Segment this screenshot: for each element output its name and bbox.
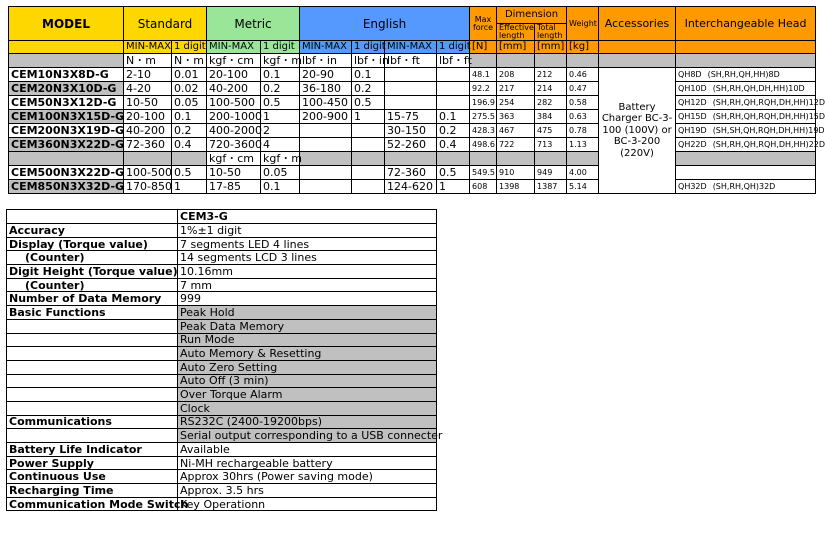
- unit-metric-digit: kgf・m: [261, 54, 300, 68]
- feature-label: Communications: [7, 415, 178, 429]
- feature-value: Auto Memory & Resetting: [178, 347, 437, 361]
- spacer-cell: [352, 152, 385, 166]
- cell-max-force: 608: [470, 180, 497, 194]
- list-item: [7, 470, 437, 484]
- header-model: MODEL: [9, 7, 124, 41]
- cell-total-len: 475: [535, 124, 567, 138]
- feature-label: [7, 319, 178, 333]
- table-row: [9, 138, 816, 152]
- cell-std-digit: 0.02: [172, 82, 207, 96]
- cell-eng-digit2: 0.5: [437, 166, 470, 180]
- list-item: [7, 292, 437, 306]
- list-item: [7, 360, 437, 374]
- cell-std-range: 72-360: [124, 138, 172, 152]
- spacer-cell: [9, 152, 124, 166]
- feature-label: Accuracy: [7, 224, 178, 238]
- cell-std-range: 10-50: [124, 96, 172, 110]
- feature-label: [7, 374, 178, 388]
- feature-label: [7, 429, 178, 443]
- cell-metric-range: 20-100: [207, 68, 261, 82]
- feature-value: 10.16mm: [178, 265, 437, 279]
- interchangeable-head-cell: QH10D (SH,RH,QH,DH,HH)10D: [676, 82, 816, 96]
- cell-metric-digit: 4: [261, 138, 300, 152]
- model-cell: CEM20N3X10D-G: [9, 82, 124, 96]
- cell-metric-range: 100-500: [207, 96, 261, 110]
- feature-value: Approx 30hrs (Power saving mode): [178, 470, 437, 484]
- head-code: QH12D: [678, 97, 707, 107]
- table-row: [9, 166, 816, 180]
- cell-total-len: 384: [535, 110, 567, 124]
- cell-eff-len: 217: [497, 82, 535, 96]
- cell-max-force: 275.5: [470, 110, 497, 124]
- sub-1-digit: 1 digit: [261, 41, 300, 54]
- header-weight: Weight: [567, 7, 599, 41]
- feature-label: [7, 401, 178, 415]
- unit-eng-digit2: lbf・ft: [437, 54, 470, 68]
- feature-value: 7 mm: [178, 278, 437, 292]
- feature-label: Power Supply: [7, 456, 178, 470]
- model-cell: CEM360N3X22D-G: [9, 138, 124, 152]
- cell-std-range: 4-20: [124, 82, 172, 96]
- cell-metric-range: 400-2000: [207, 124, 261, 138]
- feature-label: [7, 388, 178, 402]
- header-total-length: Total length: [535, 24, 567, 41]
- cell-max-force: 92.2: [470, 82, 497, 96]
- cell-metric-range: 200-1000: [207, 110, 261, 124]
- list-item: [7, 388, 437, 402]
- cell-metric-range: 10-50: [207, 166, 261, 180]
- unit-eng-range1: lbf・in: [300, 54, 352, 68]
- cell-std-range: 20-100: [124, 110, 172, 124]
- spacer-cell: [300, 152, 352, 166]
- cell-metric-digit: 0.1: [261, 68, 300, 82]
- list-item: [7, 237, 437, 251]
- cell-metric-range: 720-3600: [207, 138, 261, 152]
- cell-weight: 5.14: [567, 180, 599, 194]
- feature-value: RS232C (2400-19200bps): [178, 415, 437, 429]
- feature-value: Auto Off (3 min): [178, 374, 437, 388]
- model-cell: CEM10N3X8D-G: [9, 68, 124, 82]
- list-item: [7, 497, 437, 511]
- cell-total-len: 212: [535, 68, 567, 82]
- cell-eff-len: 363: [497, 110, 535, 124]
- sub-min-max: MIN-MAX: [207, 41, 261, 54]
- cell-weight: 1.13: [567, 138, 599, 152]
- cell-total-len: 1387: [535, 180, 567, 194]
- sub-weight-unit: [kg]: [567, 41, 599, 54]
- feature-label: (Counter): [7, 278, 178, 292]
- spacer-cell: [535, 152, 567, 166]
- list-item: [7, 278, 437, 292]
- cell-total-len: 214: [535, 82, 567, 96]
- cell-eng-range2: 30-150: [385, 124, 437, 138]
- header-metric: Metric: [207, 7, 300, 41]
- list-item: [7, 251, 437, 265]
- cell-max-force: 428.3: [470, 124, 497, 138]
- head-code: QH15D: [678, 111, 707, 121]
- sub-min-max: MIN-MAX: [300, 41, 352, 54]
- interchangeable-head-cell: QH8D (SH,RH,QH,HH)8D: [676, 68, 816, 82]
- interchangeable-head-cell: QH32D (SH,RH,QH)32D: [676, 180, 816, 194]
- feature-value: Approx. 3.5 hrs: [178, 484, 437, 498]
- header-dimension: Dimension: [497, 7, 567, 24]
- cell-eng-range2: [385, 96, 437, 110]
- feature-label: Number of Data Memory: [7, 292, 178, 306]
- cell-eng-range2: 124-620: [385, 180, 437, 194]
- list-item: [7, 484, 437, 498]
- cell-eng-digit2: [437, 96, 470, 110]
- spacer-cell: [385, 152, 437, 166]
- head-code: QH8D: [678, 69, 702, 79]
- spacer-cell: [124, 152, 172, 166]
- feature-value: Peak Data Memory: [178, 319, 437, 333]
- list-item: [7, 265, 437, 279]
- unit-eng-digit1: lbf・in: [352, 54, 385, 68]
- feature-value: Ni-MH rechargeable battery: [178, 456, 437, 470]
- cell-eng-range1: 200-900: [300, 110, 352, 124]
- header-max-force: Max force: [470, 7, 497, 41]
- table-row: [9, 124, 816, 138]
- cell-eng-range1: [300, 180, 352, 194]
- cell-eff-len: 467: [497, 124, 535, 138]
- list-item: [7, 443, 437, 457]
- cell-eng-range1: 36-180: [300, 82, 352, 96]
- table-row: [9, 110, 816, 124]
- spacer-cell: [497, 152, 535, 166]
- cell-std-range: 40-200: [124, 124, 172, 138]
- spacer-cell: [567, 152, 599, 166]
- cell-eng-range2: 72-360: [385, 166, 437, 180]
- cell-std-digit: 0.05: [172, 96, 207, 110]
- header-effective-length: Effective length: [497, 24, 535, 41]
- cell-eng-digit1: 0.5: [352, 96, 385, 110]
- cell-std-digit: 0.4: [172, 138, 207, 152]
- head-code: QH32D: [678, 181, 707, 191]
- table-row: [9, 82, 816, 96]
- model-cell: CEM50N3X12D-G: [9, 96, 124, 110]
- feature-label: [7, 333, 178, 347]
- cell-metric-digit: 0.5: [261, 96, 300, 110]
- feature-value: Available: [178, 443, 437, 457]
- cell-max-force: 196.9: [470, 96, 497, 110]
- spacer-cell: [676, 152, 816, 166]
- list-item: [7, 456, 437, 470]
- feature-value: Key Operationn: [178, 497, 437, 511]
- cell-weight: 0.46: [567, 68, 599, 82]
- feature-value: 14 segments LCD 3 lines: [178, 251, 437, 265]
- head-code: QH10D: [678, 83, 707, 93]
- metric-unit-row: [9, 152, 816, 166]
- cell-metric-digit: 0.1: [261, 180, 300, 194]
- list-item: [7, 374, 437, 388]
- list-item: [7, 429, 437, 443]
- spacer-cell: [172, 152, 207, 166]
- cell-weight: 0.47: [567, 82, 599, 96]
- cell-eng-digit1: [352, 166, 385, 180]
- cell-eng-range1: [300, 124, 352, 138]
- cell-eng-range2: [385, 68, 437, 82]
- cell-metric-digit: 0.2: [261, 82, 300, 96]
- model-cell: CEM100N3X15D-G: [9, 110, 124, 124]
- sub-1-digit: 1 digit: [437, 41, 470, 54]
- feature-label: Communication Mode Switch: [7, 497, 178, 511]
- interchangeable-head-cell: QH12D (SH,RH,QH,RQH,DH,HH)12D: [676, 96, 816, 110]
- cell-eng-digit2: 0.4: [437, 138, 470, 152]
- cell-total-len: 282: [535, 96, 567, 110]
- feature-table: [6, 209, 443, 511]
- cell-eng-digit2: 0.1: [437, 110, 470, 124]
- sub-total-len-unit: [mm]: [535, 41, 567, 54]
- cell-eng-digit1: 0.1: [352, 68, 385, 82]
- interchangeable-head-cell: QH15D (SH,RH,QH,RQH,DH,HH)15D: [676, 110, 816, 124]
- unit-std-range: N・m: [124, 54, 172, 68]
- feature-value: Run Mode: [178, 333, 437, 347]
- feature-value: Auto Zero Setting: [178, 360, 437, 374]
- unit-metric-range: kgf・cm: [207, 54, 261, 68]
- feature-label: Digit Height (Torque value): [7, 265, 178, 279]
- sub-1-digit: 1 digit: [172, 41, 207, 54]
- cell-eng-digit2: [437, 82, 470, 96]
- cell-std-digit: 0.01: [172, 68, 207, 82]
- cell-std-digit: 1: [172, 180, 207, 194]
- feature-value: Peak Hold: [178, 306, 437, 320]
- cell-eng-digit2: 1: [437, 180, 470, 194]
- cell-weight: 0.58: [567, 96, 599, 110]
- list-item: [7, 306, 437, 320]
- cell-eng-digit1: [352, 180, 385, 194]
- cell-max-force: 498.6: [470, 138, 497, 152]
- sub-1-digit: 1 digit: [352, 41, 385, 54]
- cell-metric-range: 40-200: [207, 82, 261, 96]
- cell-eng-digit1: 0.2: [352, 82, 385, 96]
- cell-eng-digit1: 1: [352, 110, 385, 124]
- accessories-cell: Battery Charger BC-3-100 (100V) or BC-3-200 (220V): [599, 68, 676, 194]
- feature-label: Display (Torque value): [7, 237, 178, 251]
- cell-eng-digit1: [352, 124, 385, 138]
- sub-min-max: MIN-MAX: [385, 41, 437, 54]
- list-item: [7, 333, 437, 347]
- header-interchangeable-head: Interchangeable Head: [676, 7, 816, 41]
- feature-value: 999: [178, 292, 437, 306]
- cell-metric-digit: 2: [261, 124, 300, 138]
- cell-max-force: 549.5: [470, 166, 497, 180]
- cell-std-digit: 0.5: [172, 166, 207, 180]
- sub-eff-len-unit: [mm]: [497, 41, 535, 54]
- cell-std-digit: 0.2: [172, 124, 207, 138]
- table-row: [9, 96, 816, 110]
- cell-total-len: 949: [535, 166, 567, 180]
- feature-table-title: CEM3-G: [178, 210, 437, 224]
- cell-eff-len: 208: [497, 68, 535, 82]
- header-standard: Standard: [124, 7, 207, 41]
- head-code: QH19D: [678, 125, 707, 135]
- head-code: QH22D: [678, 139, 707, 149]
- feature-value: Serial output corresponding to a USB connecter: [178, 429, 437, 443]
- unit-metric-range: kgf・cm: [207, 152, 261, 166]
- list-item: [7, 415, 437, 429]
- cell-std-range: 2-10: [124, 68, 172, 82]
- spacer-cell: [470, 152, 497, 166]
- feature-label: Basic Functions: [7, 306, 178, 320]
- feature-value: Clock: [178, 401, 437, 415]
- header-english: English: [300, 7, 470, 41]
- cell-weight: 0.78: [567, 124, 599, 138]
- feature-label: Battery Life Indicator: [7, 443, 178, 457]
- cell-metric-digit: 1: [261, 110, 300, 124]
- feature-label: [7, 360, 178, 374]
- feature-table-body: [7, 223, 443, 511]
- feature-value: 1%±1 digit: [178, 224, 437, 238]
- feature-label: (Counter): [7, 251, 178, 265]
- cell-eff-len: 254: [497, 96, 535, 110]
- feature-label: Recharging Time: [7, 484, 178, 498]
- feature-label: Continuous Use: [7, 470, 178, 484]
- cell-eng-range1: [300, 138, 352, 152]
- unit-eng-range2: lbf・ft: [385, 54, 437, 68]
- cell-eng-digit2: [437, 68, 470, 82]
- list-item: [7, 401, 437, 415]
- interchangeable-head-cell: [676, 166, 816, 180]
- sub-min-max: MIN-MAX: [124, 41, 172, 54]
- interchangeable-head-cell: QH22D (SH,RH,QH,RQH,DH,HH)22D: [676, 138, 816, 152]
- feature-value: 7 segments LED 4 lines: [178, 237, 437, 251]
- cell-std-range: 100-500: [124, 166, 172, 180]
- cell-weight: 0.63: [567, 110, 599, 124]
- cell-eng-range1: [300, 166, 352, 180]
- interchangeable-head-cell: QH19D (SH,SH,QH,RQH,DH,HH)19D: [676, 124, 816, 138]
- cell-eng-range1: 100-450: [300, 96, 352, 110]
- spec-table-body: [9, 68, 825, 194]
- unit-metric-digit: kgf・m: [261, 152, 300, 166]
- cell-eng-range1: 20-90: [300, 68, 352, 82]
- sub-max-force-unit: [N]: [470, 41, 497, 54]
- cell-eff-len: 1398: [497, 180, 535, 194]
- model-cell: CEM200N3X19D-G: [9, 124, 124, 138]
- list-item: [7, 319, 437, 333]
- feature-value: Over Torque Alarm: [178, 388, 437, 402]
- table-row: [9, 180, 816, 194]
- cell-eff-len: 722: [497, 138, 535, 152]
- cell-std-digit: 0.1: [172, 110, 207, 124]
- feature-label: [7, 347, 178, 361]
- cell-total-len: 713: [535, 138, 567, 152]
- cell-eng-range2: 52-260: [385, 138, 437, 152]
- cell-eff-len: 910: [497, 166, 535, 180]
- cell-eng-digit1: [352, 138, 385, 152]
- header-accessories: Accessories: [599, 7, 676, 41]
- spec-table: [8, 6, 825, 194]
- spacer-cell: [437, 152, 470, 166]
- cell-max-force: 48.1: [470, 68, 497, 82]
- model-cell: CEM850N3X32D-G: [9, 180, 124, 194]
- cell-metric-range: 17-85: [207, 180, 261, 194]
- cell-metric-digit: 0.05: [261, 166, 300, 180]
- cell-eng-range2: 15-75: [385, 110, 437, 124]
- list-item: [7, 224, 437, 238]
- list-item: [7, 347, 437, 361]
- cell-std-range: 170-850: [124, 180, 172, 194]
- model-cell: CEM500N3X22D-G: [9, 166, 124, 180]
- cell-eng-range2: [385, 82, 437, 96]
- table-row: [9, 68, 816, 82]
- cell-eng-digit2: 0.2: [437, 124, 470, 138]
- cell-weight: 4.00: [567, 166, 599, 180]
- unit-std-digit: N・m: [172, 54, 207, 68]
